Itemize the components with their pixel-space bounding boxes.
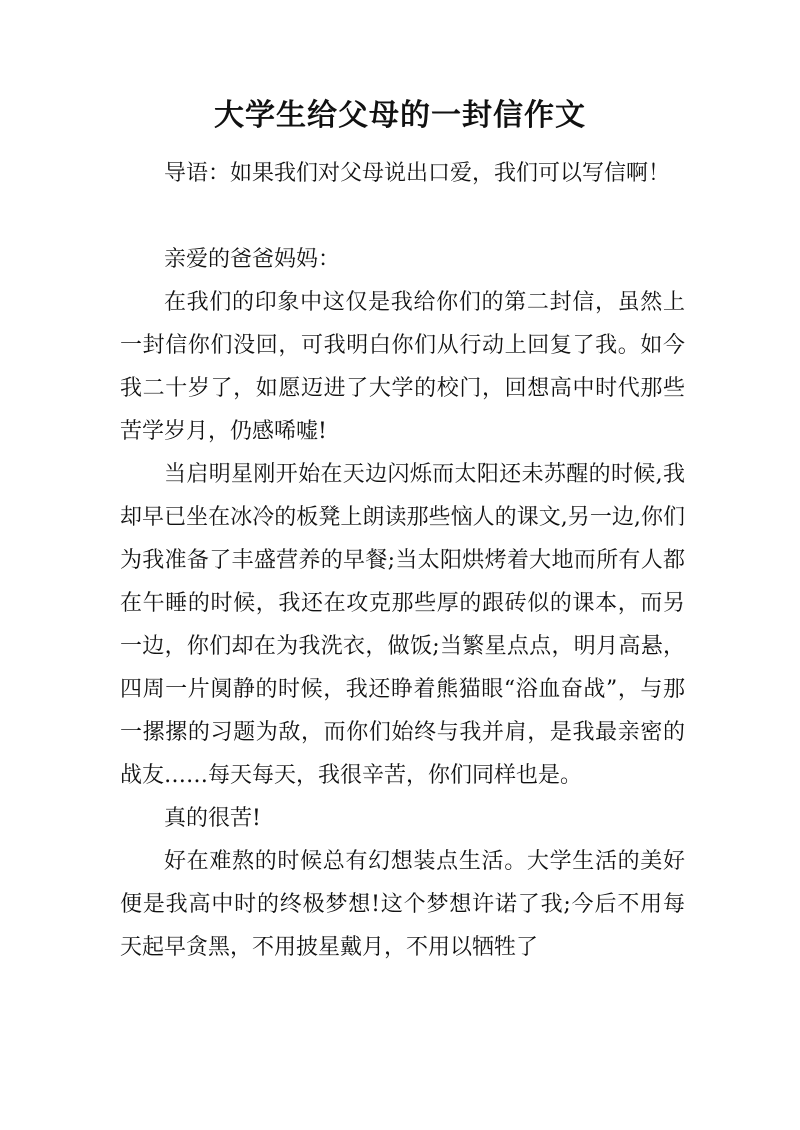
body-paragraph: 当启明星刚开始在天边闪烁而太阳还未苏醒的时候,我却早已坐在冰冷的板凳上朗读那些恼人的课文,另一边,你们为我准备了丰盛营养的早餐;当太阳烘烤着大地而所有人都在午睡的时候，我还在攻克那些厚的跟砖似的课本，而另一边，你们却在为我洗衣，做饭;当繁星点点，明月高悬，四周一片阒静的时候，我还睁着熊猫眼“浴血奋战”，与那一摞摞的习题为敌，而你们始终与我并肩，是我最亲密的战友……每天每天，我很辛苦，你们同样也是。 xyxy=(120,462,685,788)
body-paragraph: 真的很苦! xyxy=(164,806,261,831)
document-body xyxy=(120,152,685,969)
body-paragraph: 好在难熬的时候总有幻想装点生活。大学生活的美好便是我高中时的终极梦想!这个梦想许诺了我;今后不用每天起早贪黑，不用披星戴月，不用以牺牲了 xyxy=(120,849,685,960)
blank-line xyxy=(120,195,685,238)
intro-paragraph: 导语：如果我们对父母说出口爱，我们可以写信啊！ xyxy=(164,161,671,186)
greeting-line: 亲爱的爸爸妈妈： xyxy=(164,247,341,272)
document-title: 大学生给父母的一封信作文 xyxy=(214,98,586,133)
body-paragraph: 在我们的印象中这仅是我给你们的第二封信，虽然上一封信你们没回，可我明白你们从行动上回复了我。如今我二十岁了，如愿迈进了大学的校门，回想高中时代那些苦学岁月，仍感唏嘘! xyxy=(120,290,685,444)
